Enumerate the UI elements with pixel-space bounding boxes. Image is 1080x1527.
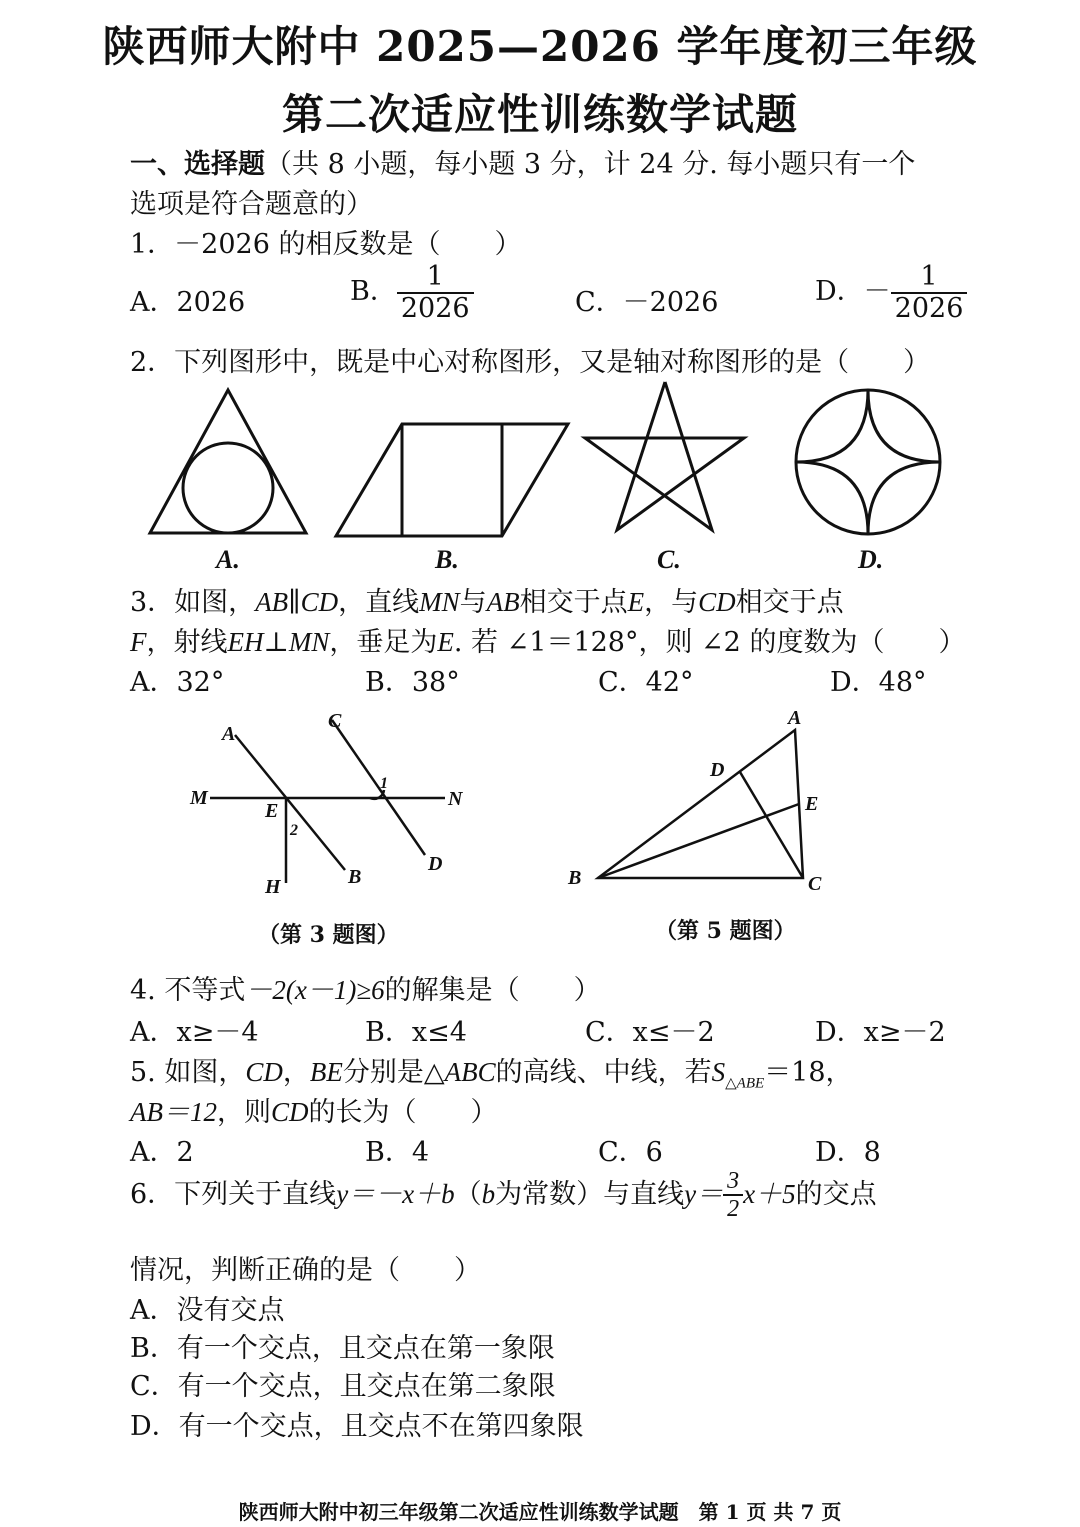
- q6-suffix: 的交点: [795, 1178, 877, 1210]
- q3-point-e: E: [265, 800, 279, 822]
- q6-line1: [130, 1168, 877, 1223]
- q6-paren: （: [454, 1178, 482, 1210]
- q5-mid2: 的高线、中线，若: [495, 1057, 712, 1088]
- q3-angle-1: 1: [380, 775, 388, 792]
- q2-label-c: C.: [657, 545, 681, 574]
- q6-paren2: 为常数）与直线: [495, 1178, 685, 1210]
- q5-math-cd: CD: [245, 1057, 283, 1087]
- section-note-2: 选项是符合题意的）: [130, 189, 373, 220]
- q5-option-d: D．8: [815, 1137, 881, 1168]
- q3-point-d: D: [428, 853, 443, 875]
- q3-point-m: M: [190, 787, 208, 809]
- q3-text-5: ，与: [644, 587, 699, 618]
- page-title: 陕西师大附中 2025—2026 学年度初三年级: [102, 22, 978, 71]
- q5-line2: [130, 1090, 498, 1129]
- q3-option-b: B．38°: [365, 667, 460, 698]
- q6-option-c: C．有一个交点，且交点在第二象限: [130, 1371, 556, 1402]
- q3-text-1: 3．如图，: [130, 587, 256, 618]
- q5-prefix: 5. 如图，: [130, 1057, 246, 1088]
- q3-math-cd: CD: [698, 587, 736, 617]
- q5-point-e: E: [805, 793, 819, 815]
- q3-math-ab: AB: [486, 587, 520, 617]
- q1-option-d-num: 1: [920, 261, 938, 292]
- q3-option-d: D．48°: [830, 667, 927, 698]
- q3-point-c: C: [328, 710, 342, 732]
- q3-text-6: 相交于点: [735, 587, 844, 618]
- section-note-1: （共 8 小题，每小题 3 分，计 24 分. 每小题只有一个: [265, 149, 916, 180]
- q3-line-ab: [235, 735, 345, 870]
- q5-math-s: S: [711, 1057, 726, 1087]
- q6-option-d: D．有一个交点，且交点不在第四象限: [130, 1411, 584, 1442]
- q5-point-a: A: [788, 707, 802, 729]
- q6-line2: 情况，判断正确的是（ ）: [130, 1255, 481, 1286]
- q2-b-parallelogram: [336, 424, 568, 536]
- q3-math-mn: MN: [419, 587, 460, 617]
- q3-text-8: ，垂足为: [329, 627, 438, 658]
- q5-point-c: C: [808, 873, 822, 895]
- q3-point-b: B: [348, 866, 362, 888]
- q4-stem: [130, 968, 601, 1007]
- q3-math-f: F: [130, 627, 147, 657]
- q4-option-c: C．x≤－2: [585, 1017, 715, 1048]
- q5-line2-suffix: 的长为（ ）: [308, 1097, 498, 1128]
- q1-option-a: A．2026: [130, 287, 246, 318]
- q5-mid: 分别是: [342, 1057, 424, 1088]
- q3-text-9: . 若 ∠1＝128°，则 ∠2 的度数为（ ）: [453, 627, 966, 658]
- q1-option-b-num: 1: [426, 261, 444, 292]
- q5-point-b: B: [568, 867, 582, 889]
- q4-option-a: A．x≥－4: [130, 1017, 259, 1048]
- q2-label-b: B.: [435, 545, 459, 574]
- section-heading-line: [130, 142, 915, 181]
- q3-figure-caption: （第 3 题图）: [258, 922, 399, 948]
- q3-option-a: A．32°: [130, 667, 225, 698]
- q3-option-c: C．42°: [598, 667, 694, 698]
- q6-eq1: y＝－x＋b: [336, 1178, 455, 1209]
- q1-stem: 1．－2026 的相反数是（ ）: [130, 229, 522, 260]
- q4-option-d: D．x≥－2: [815, 1017, 946, 1048]
- q6-frac-den: 2: [723, 1194, 743, 1222]
- q3-math-ab-cd: AB∥CD: [255, 587, 339, 617]
- q3-text-2: ，直线: [338, 587, 420, 618]
- section-title: 一、选择题: [130, 149, 265, 180]
- q3-math-e: E: [627, 587, 645, 617]
- q2-d-circle: [796, 390, 940, 534]
- q5-sep: ，: [282, 1057, 310, 1088]
- q5-triangle-abc: [598, 730, 803, 878]
- q5-line2-mid: ，则: [217, 1097, 271, 1128]
- q2-label-a: A.: [216, 545, 240, 574]
- q3-point-n: N: [448, 788, 463, 810]
- q6-option-b: B．有一个交点，且交点在第一象限: [130, 1333, 555, 1364]
- q3-point-a: A: [222, 723, 236, 745]
- q6-option-a: A．没有交点: [130, 1295, 285, 1326]
- q3-line2: [130, 620, 965, 659]
- q3-point-h: H: [265, 876, 281, 898]
- q1-option-d: [815, 262, 967, 323]
- page-footer: 陕西师大附中初三年级第二次适应性训练数学试题 第 1 页 共 7 页: [238, 1500, 842, 1524]
- q5-figure-caption: （第 5 题图）: [655, 918, 796, 944]
- q5-line-cd: [740, 772, 803, 878]
- q6-eq2-pre: y＝: [684, 1178, 724, 1209]
- q5-figure: [560, 700, 850, 900]
- q5-option-a: A．2: [130, 1137, 194, 1168]
- q3-line1: [130, 580, 844, 619]
- q6-prefix: 6．下列关于直线: [130, 1178, 337, 1210]
- q5-math-cd2: CD: [271, 1097, 309, 1127]
- q5-option-c: C．6: [598, 1137, 663, 1168]
- page-subtitle: 第二次适应性训练数学试题: [281, 90, 798, 139]
- q5-math-abc: △ABC: [423, 1057, 496, 1087]
- q2-a-incircle: [183, 443, 273, 533]
- q5-option-b: B．4: [365, 1137, 430, 1168]
- q3-text-7: ，射线: [146, 627, 228, 658]
- q1-option-b-den: 2026: [397, 292, 474, 324]
- q1-option-b-prefix: B．: [350, 276, 397, 308]
- q6-frac-num: 3: [727, 1168, 740, 1194]
- q2-label-d: D.: [858, 545, 884, 574]
- q5-line1: [130, 1050, 853, 1092]
- q5-math-s-sub: △ABE: [725, 1075, 765, 1092]
- q2-figures: [130, 378, 960, 578]
- q1-option-d-den: 2026: [891, 292, 968, 324]
- q3-math-e2: E: [437, 627, 454, 657]
- q1-option-c: C．－2026: [575, 287, 719, 318]
- q6-b: b: [481, 1178, 496, 1209]
- q5-math-ab: AB＝12: [130, 1097, 217, 1127]
- q2-c-star: [585, 382, 744, 530]
- q5-eq: ＝18，: [764, 1057, 853, 1088]
- q1-option-b: [350, 262, 474, 323]
- q3-angle-2: 2: [290, 822, 298, 839]
- q3-math-eh: EH⊥MN: [227, 627, 330, 657]
- q3-text-3: 与: [459, 587, 487, 618]
- q5-line-be: [598, 804, 799, 878]
- q3-line-cd: [332, 720, 425, 855]
- q4-option-b: B．x≤4: [365, 1017, 467, 1048]
- q4-stem-math: －2(x－1)≥6: [245, 975, 385, 1005]
- q4-stem-suffix: 的解集是（ ）: [384, 975, 601, 1006]
- q4-stem-prefix: 4. 不等式: [130, 975, 246, 1006]
- q1-option-d-prefix: D．－: [815, 276, 891, 308]
- q5-point-d: D: [710, 759, 725, 781]
- q5-math-be: BE: [309, 1057, 343, 1087]
- q3-figure: [180, 705, 480, 905]
- q2-stem: 2．下列图形中，既是中心对称图形，又是轴对称图形的是（ ）: [130, 347, 931, 378]
- q2-a-triangle: [150, 390, 306, 533]
- q3-text-4: 相交于点: [519, 587, 628, 618]
- q6-eq2-post: x＋5: [743, 1178, 796, 1209]
